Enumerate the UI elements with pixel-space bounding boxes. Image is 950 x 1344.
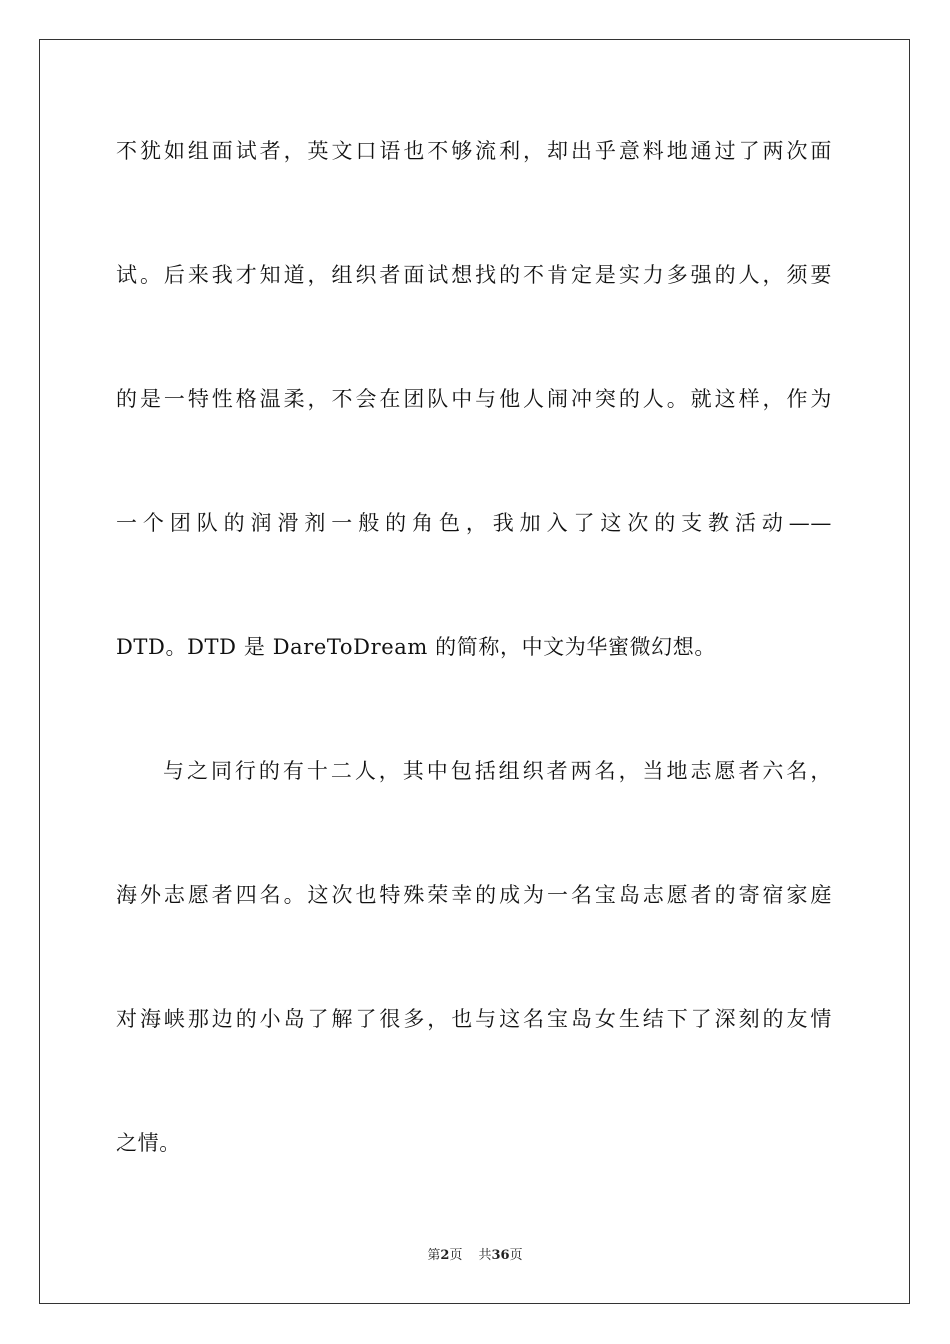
paragraph-line-5: DTD。DTD 是 DareToDream 的简称，中文为华蜜微幻想。 [116, 635, 716, 659]
page-prefix: 第 [427, 1248, 441, 1263]
total-pages: 36 [491, 1248, 510, 1263]
paragraph-line-3: 的是一特性格温柔，不会在团队中与他人闹冲突的人。就这样，作为 [116, 387, 832, 411]
total-prefix: 共 [478, 1248, 492, 1263]
paragraph-line-1: 不犹如组面试者，英文口语也不够流利，却出乎意料地通过了两次面 [116, 139, 832, 163]
page-number: 2 [440, 1248, 450, 1263]
page-suffix: 页 [449, 1248, 463, 1263]
paragraph-line-9: 之情。 [116, 1131, 181, 1155]
paragraph-line-8: 对海峡那边的小岛了解了很多，也与这名宝岛女生结下了深刻的友情 [116, 1007, 832, 1031]
page-border [39, 39, 910, 1304]
paragraph-line-4: 一个团队的润滑剂一般的角色，我加入了这次的支教活动—— [116, 511, 832, 535]
total-suffix: 页 [509, 1248, 523, 1263]
paragraph-line-6: 与之同行的有十二人，其中包括组织者两名，当地志愿者六名， [163, 759, 832, 783]
paragraph-line-2: 试。后来我才知道，组织者面试想找的不肯定是实力多强的人，须要 [116, 263, 832, 287]
paragraph-line-7: 海外志愿者四名。这次也特殊荣幸的成为一名宝岛志愿者的寄宿家庭 [116, 883, 832, 907]
page-footer [0, 1247, 950, 1265]
